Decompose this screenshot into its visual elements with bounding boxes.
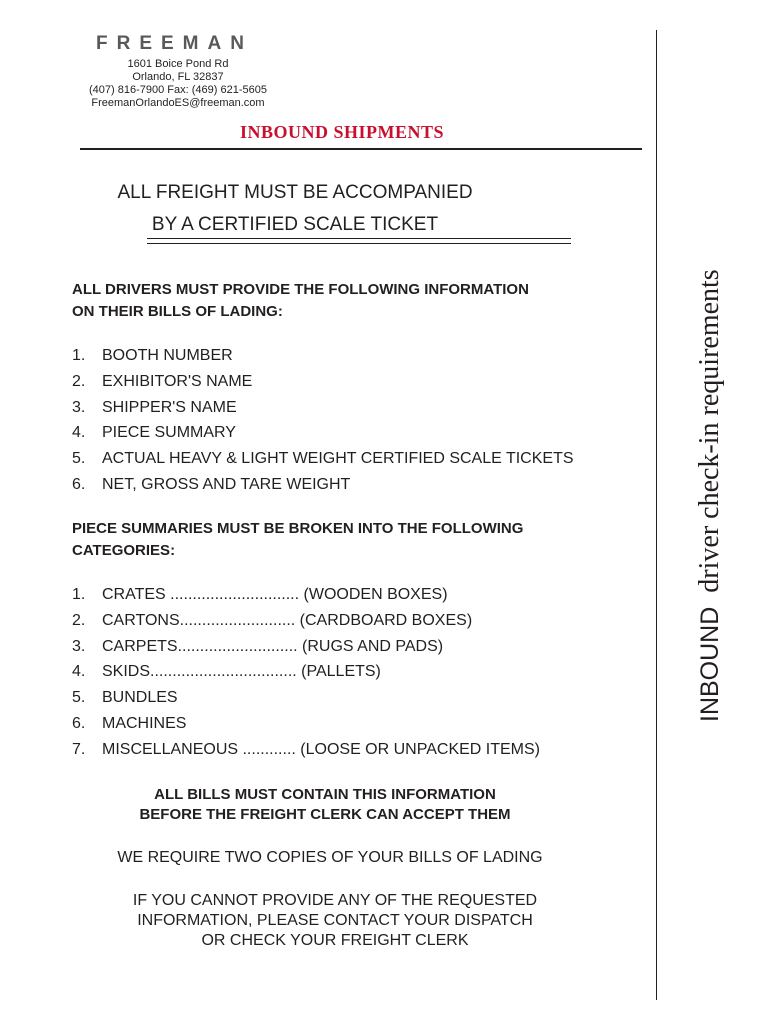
list-item-number: 3. [72, 637, 86, 655]
freeman-logo: FREEMAN [96, 33, 253, 54]
list-item [72, 420, 574, 446]
bills-notice-line2: BEFORE THE FREIGHT CLERK CAN ACCEPT THEM [139, 806, 511, 823]
list-item-number: 6. [72, 475, 86, 493]
contact-notice-line1: IF YOU CANNOT PROVIDE ANY OF THE REQUESTED [132, 892, 538, 909]
list-item-text: MISCELLANEOUS ............ (LOOSE OR UNPACKED ITEMS) [102, 740, 541, 758]
list-item [72, 634, 540, 660]
list-item-text: BUNDLES [102, 689, 178, 707]
list-item [72, 472, 574, 498]
side-title-requirements: driver check-in requirements [694, 269, 725, 593]
list-item-number: 2. [72, 611, 86, 629]
drivers-heading-line1: ALL DRIVERS MUST PROVIDE THE FOLLOWING INFORMATION [72, 281, 529, 298]
copies-notice [60, 848, 600, 868]
list-item-text: CARPETS........................... (RUGS AND PADS) [102, 637, 444, 655]
list-item [72, 608, 540, 634]
list-item-number: 7. [72, 740, 86, 758]
list-item [72, 395, 574, 421]
list-item-number: 5. [72, 689, 86, 707]
list-item-text: NET, GROSS AND TARE WEIGHT [102, 475, 351, 493]
side-title-inbound: INBOUND [696, 606, 724, 722]
title-divider [80, 148, 642, 150]
list-item-text: MACHINES [102, 714, 187, 732]
list-item [72, 446, 574, 472]
list-item [72, 659, 540, 685]
address-street: 1601 Boice Pond Rd [127, 58, 229, 70]
list-item [72, 685, 540, 711]
list-item-text: EXHIBITOR'S NAME [102, 372, 253, 390]
list-item-text: ACTUAL HEAVY & LIGHT WEIGHT CERTIFIED SCALE TICKETS [102, 450, 574, 468]
pieces-heading [72, 518, 523, 562]
list-item-number: 1. [72, 586, 86, 603]
list-item-number: 4. [72, 424, 86, 442]
drivers-requirements-list [72, 343, 574, 498]
section-title: INBOUND SHIPMENTS [239, 122, 445, 142]
list-item [72, 737, 540, 763]
contact-notice [80, 891, 590, 951]
contact-notice-line3: OR CHECK YOUR FREIGHT CLERK [201, 932, 469, 949]
address-city: Orlando, FL 32837 [132, 71, 224, 83]
pieces-heading-line1: PIECE SUMMARIES MUST BE BROKEN INTO THE FOLLOWING [72, 520, 524, 537]
list-item-number: 2. [72, 372, 86, 390]
freight-notice [110, 177, 480, 241]
list-item [72, 369, 574, 395]
freight-notice-line2: BY A CERTIFIED SCALE TICKET [151, 214, 439, 235]
pieces-heading-line2: CATEGORIES: [72, 542, 176, 559]
list-item [72, 343, 574, 369]
freight-notice-divider [147, 238, 571, 244]
piece-categories-list [72, 582, 540, 763]
list-item-number: 4. [72, 663, 86, 681]
address-email: FreemanOrlandoES@freeman.com [91, 97, 265, 109]
list-item-text: BOOTH NUMBER [102, 347, 233, 364]
list-item-text: CARTONS.......................... (CARDBOARD BOXES) [102, 611, 473, 629]
list-item-text: PIECE SUMMARY [102, 424, 236, 442]
list-item-number: 1. [72, 347, 86, 364]
list-item-text: SKIDS................................. (PALLETS) [102, 663, 381, 681]
freight-notice-line1: ALL FREIGHT MUST BE ACCOMPANIED [117, 182, 473, 203]
bills-notice-line1: ALL BILLS MUST CONTAIN THIS INFORMATION [154, 786, 496, 803]
list-item-number: 3. [72, 398, 86, 416]
list-item [72, 711, 540, 737]
list-item-number: 5. [72, 450, 86, 468]
vertical-divider [656, 30, 657, 1000]
drivers-heading [72, 279, 529, 323]
contact-notice-line2: INFORMATION, PLEASE CONTACT YOUR DISPATCH [137, 912, 533, 929]
address-block [60, 58, 296, 110]
bills-notice [90, 785, 560, 825]
list-item-text: CRATES ............................. (WOODEN BOXES) [102, 586, 448, 603]
drivers-heading-line2: ON THEIR BILLS OF LADING: [72, 303, 283, 320]
side-title [694, 269, 726, 722]
list-item-number: 6. [72, 714, 86, 732]
list-item [72, 582, 540, 608]
address-phone-fax: (407) 816-7900 Fax: (469) 621-5605 [89, 84, 267, 96]
copies-notice-text: WE REQUIRE TWO COPIES OF YOUR BILLS OF LADING [117, 849, 543, 866]
list-item-text: SHIPPER'S NAME [102, 398, 237, 416]
